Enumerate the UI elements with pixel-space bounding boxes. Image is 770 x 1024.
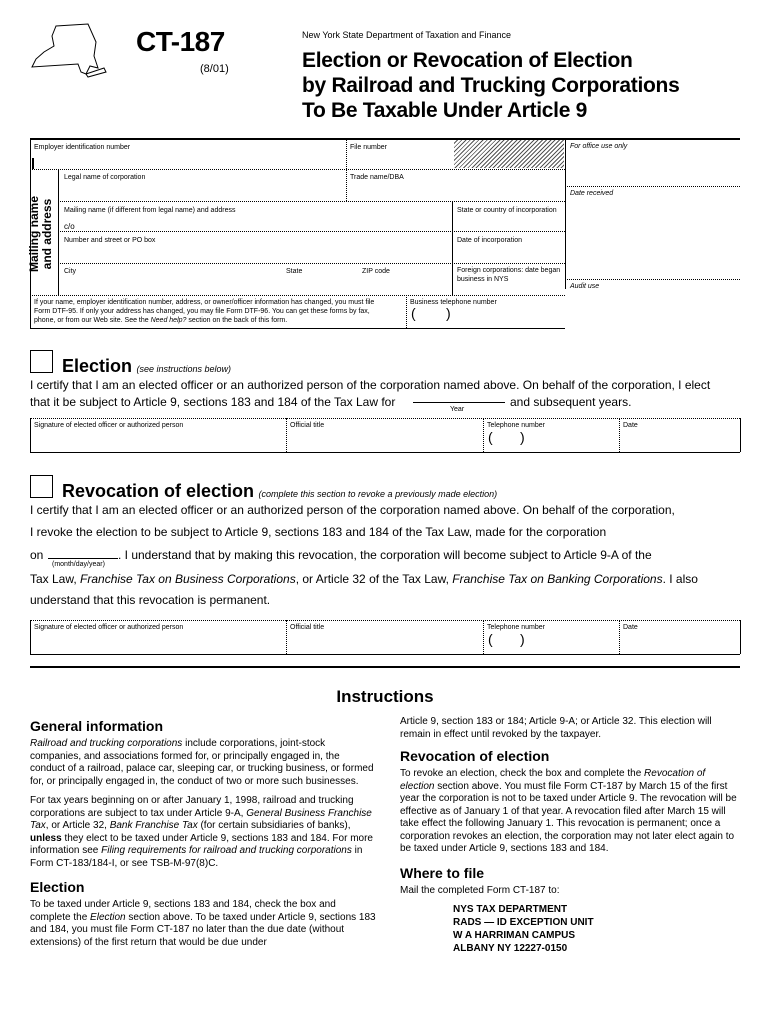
election-phone-label: Telephone number <box>487 422 545 429</box>
revocation-line-4: Tax Law, Franchise Tax on Business Corporations, or Article 32 of the Tax Law, Franchise Tax on Banking Corporations. I also <box>30 572 698 586</box>
co-label: c/o <box>64 222 75 231</box>
revocation-date-input-2[interactable] <box>623 634 739 652</box>
election-line-2: that it be subject to Article 9, sections 183 and 184 of the Tax Law for <box>30 395 396 409</box>
zip-label: ZIP code <box>362 268 390 275</box>
revocation-line-3-end: . I understand that by making this revocation, the corporation will become subject to Article 9-A of the <box>118 548 652 562</box>
ein-label: Employer identification number <box>34 144 131 151</box>
state-input[interactable] <box>286 278 360 294</box>
election-heading <box>62 356 231 377</box>
file-number-label: File number <box>350 144 387 151</box>
revocation-checkbox[interactable] <box>30 475 53 498</box>
file-number-input[interactable] <box>352 153 452 169</box>
foreign-label-2: business in NYS <box>457 276 509 283</box>
revocation-phone-label: Telephone number <box>487 624 545 631</box>
business-phone-input[interactable] <box>460 309 564 325</box>
title-line-1: Election or Revocation of Election <box>302 49 633 72</box>
election-phone-input[interactable] <box>530 432 618 450</box>
election-date-input[interactable] <box>623 432 739 450</box>
general-info-paragraph-1: Railroad and trucking corporations include corporations, joint-stock companies, and associations formed for, or principally engaged in, the conduct of a railroad, palace car, sleeping car, or trucking business, or formed for, or principally engaged in, the conduct of two or more such businesses. <box>30 738 374 787</box>
where-to-file-text: Mail the completed Form CT-187 to: <box>400 884 560 896</box>
street-label: Number and street or PO box <box>64 237 156 244</box>
instructions-right-column <box>400 716 740 955</box>
election-title: Election <box>62 356 133 376</box>
mailing-side-label-1: Mailing name <box>27 196 41 273</box>
change-note-2: Form DTF-95. If only your address has changed, you may file Form DTF-96. You can get these forms by fax, <box>34 308 370 315</box>
year-caption: Year <box>450 406 465 413</box>
date-inc-input[interactable] <box>457 246 565 262</box>
revocation-title: Revocation of election <box>62 481 255 501</box>
form-title <box>302 48 679 123</box>
election-subtitle: (see instructions below) <box>136 364 232 374</box>
revocation-line-2: I revoke the election to be subject to Article 9, sections 183 and 184 of the Tax Law, made for the corporation <box>30 525 607 539</box>
revocation-date-label: Date <box>623 624 638 631</box>
mailing-side-label-2: and address <box>40 198 54 270</box>
election-phone-paren-open: ( <box>488 429 493 445</box>
section-divider <box>30 666 740 668</box>
business-phone-label: Business telephone number <box>410 299 497 306</box>
mailing-name-label: Mailing name (if different from legal name) and address <box>64 207 236 214</box>
revocation-signature-input[interactable] <box>34 634 284 652</box>
change-note-1: If your name, employer identification number, address, or owner/officer information has changed, you must file <box>34 299 375 306</box>
revocation-line-3-start: on <box>30 548 44 562</box>
election-checkbox[interactable] <box>30 350 53 373</box>
state-label: State <box>286 268 303 275</box>
date-received-label: Date received <box>570 190 614 197</box>
election-date-label: Date <box>623 422 638 429</box>
legal-name-label: Legal name of corporation <box>64 174 146 181</box>
revocation-signature-label: Signature of elected officer or authorized person <box>34 624 184 631</box>
election-instructions-heading: Election <box>30 879 85 895</box>
revocation-title-label: Official title <box>290 624 325 631</box>
where-to-file-heading: Where to file <box>400 864 485 881</box>
revocation-line-1: I certify that I am an elected officer or an authorized person of the corporation named above. On behalf of the corporation, <box>30 503 675 517</box>
department-name: New York State Department of Taxation and Finance <box>302 30 511 40</box>
election-title-label: Official title <box>290 422 325 429</box>
instructions-left-column <box>30 718 376 949</box>
trade-name-input[interactable] <box>350 183 564 199</box>
revocation-phone-paren-open: ( <box>488 631 493 647</box>
foreign-label <box>457 266 560 284</box>
foreign-label-1: Foreign corporations: date began <box>457 267 561 274</box>
mailing-address <box>453 903 740 955</box>
phone-paren-close: ) <box>446 305 451 321</box>
change-note <box>34 298 406 325</box>
revocation-instructions-heading: Revocation of election <box>400 748 550 764</box>
revocation-line-5: understand that this revocation is permanent. <box>30 593 271 607</box>
election-line-1: I certify that I am an elected officer or an authorized person of the corporation named above. On behalf of the corporation, I elect <box>30 378 711 392</box>
election-signature-label: Signature of elected officer or authorized person <box>34 422 184 429</box>
office-use-hatch <box>454 140 564 168</box>
ein-input[interactable] <box>38 153 342 169</box>
change-note-3: phone, or from our Web site. See the Need help? section on the back of this form. <box>34 317 288 324</box>
office-use-label: For office use only <box>570 143 628 150</box>
state-country-input[interactable] <box>457 216 565 232</box>
mailing-name-input[interactable] <box>80 216 444 232</box>
general-info-heading: General information <box>30 718 164 734</box>
title-line-2: by Railroad and Trucking Corporations <box>302 74 680 97</box>
date-inc-label: Date of incorporation <box>457 237 522 244</box>
city-label: City <box>64 268 77 275</box>
phone-paren-open: ( <box>411 305 416 321</box>
revocation-date-caption: (month/day/year) <box>52 561 105 568</box>
election-line-2-end: and subsequent years. <box>510 395 632 409</box>
address-line: NYS TAX DEPARTMENT <box>453 904 568 915</box>
audit-use-label: Audit use <box>570 283 600 290</box>
election-continued-paragraph: Article 9, section 183 or 184; Article 9-A; or Article 32. This election will remain in effect until revoked by the taxpayer. <box>400 716 712 740</box>
legal-name-input[interactable] <box>64 183 346 199</box>
revocation-title-input[interactable] <box>290 634 482 652</box>
form-revision: (8/01) <box>200 63 229 75</box>
election-signature-input[interactable] <box>34 432 284 450</box>
revocation-phone-paren-close: ) <box>520 631 525 647</box>
street-input[interactable] <box>64 246 448 262</box>
election-phone-paren-close: ) <box>520 429 525 445</box>
trade-name-label: Trade name/DBA <box>350 174 404 181</box>
address-line: ALBANY NY 12227-0150 <box>453 943 568 954</box>
form-number: CT-187 <box>136 26 225 57</box>
mailing-side-label <box>28 194 54 274</box>
zip-input[interactable] <box>362 278 450 294</box>
election-instructions-paragraph: To be taxed under Article 9, sections 183 and 184, check the box and complete the Election section above. To be taxed under Article 9, sections 183 and 184, you must file Form CT-187 no later than the due date (without extensions) of the first return that would be due under <box>30 899 376 948</box>
general-info-paragraph-2: For tax years beginning on or after January 1, 1998, railroad and trucking corporations are subject to tax under Article 9-A, General Business Franchise Tax, or Article 32, Bank Franchise Tax (for certain subsidiaries of banks), unless they elect to be taxed under Article 9, sections 183 and 184. For more information see Filing requirements for railroad and trucking corporations in Form CT-183/184-I, or see TSB-M-97(8)C. <box>30 795 373 869</box>
city-input[interactable] <box>64 278 278 294</box>
revocation-heading <box>62 481 497 502</box>
address-line: W A HARRIMAN CAMPUS <box>453 930 576 941</box>
revocation-subtitle: (complete this section to revoke a previously made election) <box>258 489 498 499</box>
revocation-phone-input[interactable] <box>530 634 618 652</box>
instructions-heading: Instructions <box>336 687 434 706</box>
nys-map-logo <box>26 22 108 80</box>
address-line: RADS — ID EXCEPTION UNIT <box>453 917 594 928</box>
revocation-instructions-paragraph: To revoke an election, check the box and complete the Revocation of election section above. You must file Form CT-187 by March 15 of the first year the corporation is not to be taxed under Article 9. The revocation will be effective as of January 1 of that year. A revocation filed after March 15 will take effect the following January 1. This revocation is permanent; once a corporation revokes an election, the corporation may not later elect again to be taxed under Article 9, sections 183 and 184. <box>400 768 737 854</box>
state-country-label: State or country of incorporation <box>457 207 557 214</box>
title-line-3: To Be Taxable Under Article 9 <box>302 99 587 122</box>
election-title-input[interactable] <box>290 432 482 450</box>
